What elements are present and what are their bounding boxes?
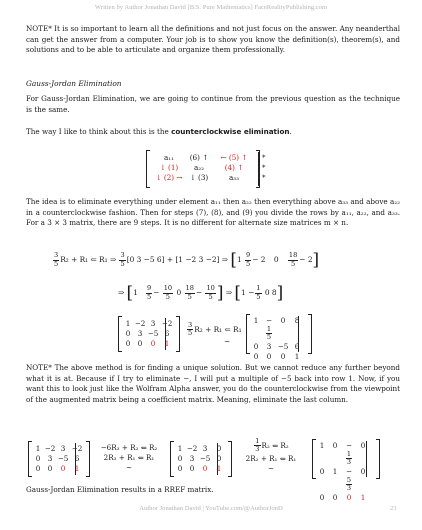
math-fragment: 0 bbox=[137, 339, 143, 348]
eq1-r1: 1 bbox=[236, 255, 242, 264]
math-fragment: 18 bbox=[288, 251, 298, 260]
math-fragment bbox=[308, 314, 312, 354]
math-fragment: 1 bbox=[255, 437, 260, 445]
math-fragment bbox=[122, 339, 174, 349]
math-fragment: 0 bbox=[253, 351, 259, 361]
note-paragraph-2: NOTE* The above method is for finding a unique solution. But we cannot reduce any further beyond what it is at. Because if I try to eliminate −, I will put a multiple of −5 back into row 1. Now, if you want this to look just like the Wolfram Alpha answer, you do the counterclockwise from the viewpoint of the augmented matrix being a coefficient matrix. Meaning, eliminate the last column. bbox=[26, 363, 400, 404]
intro-paragraph: For Gauss-Jordan Elimination, we are going to continue from the previous question as the technique is the same. bbox=[26, 94, 400, 114]
math-fragment bbox=[174, 444, 226, 454]
star-1: * bbox=[262, 154, 266, 162]
math-fragment: 0 bbox=[216, 454, 222, 463]
cell-6: (6) ↑ bbox=[189, 153, 209, 162]
math-fragment bbox=[187, 322, 193, 338]
math-fragment: 5 bbox=[290, 259, 296, 268]
math-fragment: −2 bbox=[134, 319, 146, 328]
math-fragment: 0 bbox=[176, 288, 184, 297]
math-fragment: 0 bbox=[319, 466, 325, 476]
math-fragment: −2 bbox=[44, 444, 56, 453]
math-fragment: 0 bbox=[346, 492, 352, 502]
math-fragment: 0 bbox=[332, 492, 338, 502]
math-fragment: − $\frac{1}{5}$ bbox=[265, 316, 273, 342]
math-fragment: 6 bbox=[164, 329, 170, 338]
math-fragment bbox=[32, 444, 84, 474]
math-fragment: 5 bbox=[256, 292, 261, 301]
math-fragment: 0 bbox=[319, 492, 325, 502]
math-fragment: ⇒ bbox=[225, 288, 235, 297]
math-fragment bbox=[250, 342, 304, 352]
math-fragment bbox=[288, 252, 298, 268]
math-fragment bbox=[238, 438, 304, 454]
math-fragment: 3 bbox=[150, 319, 156, 328]
star-2: * bbox=[262, 164, 266, 172]
math-fragment: 3 bbox=[120, 251, 125, 260]
cell-3: ↓ (3) bbox=[189, 173, 209, 182]
math-fragment: 0 bbox=[189, 464, 195, 473]
math-fragment: 6 bbox=[74, 454, 80, 463]
math-fragment: 1 bbox=[216, 464, 222, 473]
math-fragment: 1 bbox=[253, 316, 259, 325]
math-fragment: ~ bbox=[125, 463, 133, 472]
math-fragment: −5 bbox=[57, 454, 69, 463]
math-fragment bbox=[250, 316, 304, 362]
math-fragment: −5 bbox=[277, 341, 289, 351]
math-fragment: − $\frac{1}{3}$ bbox=[345, 441, 353, 467]
math-fragment: 0 bbox=[202, 464, 208, 473]
math-fragment: R₂ ⇐ R₂ bbox=[261, 440, 289, 450]
matrix-1 bbox=[118, 316, 180, 352]
math-fragment: −2 bbox=[71, 444, 83, 453]
math-fragment bbox=[32, 444, 84, 454]
math-fragment: 3 bbox=[189, 454, 195, 463]
page-header: Written by Author Jonathan David [B.S. Pure Mathematics] FaceRealityPublishing.com bbox=[94, 4, 328, 11]
math-fragment bbox=[266, 326, 272, 342]
math-fragment: 0 bbox=[60, 464, 66, 473]
math-fragment bbox=[154, 163, 258, 173]
math-fragment: 0 bbox=[35, 454, 41, 463]
equation-2 bbox=[118, 283, 283, 303]
order-matrix bbox=[146, 150, 272, 188]
math-fragment: 0 bbox=[216, 444, 222, 453]
equation-1 bbox=[52, 250, 319, 270]
note-paragraph-1: NOTE* It is so important to learn all the definitions and not just focus on the answer. Any neanderthal can get the answer from a computer. Your job is to show you know the definition(s), theorem(s), and solutions and to be able to articulate and organize them professionally. bbox=[26, 24, 400, 55]
math-fragment: 3 bbox=[60, 444, 66, 453]
math-fragment: 9 bbox=[146, 284, 152, 293]
math-fragment: 0 bbox=[360, 466, 366, 476]
math-fragment: −5 bbox=[147, 329, 159, 338]
way-paragraph bbox=[26, 127, 400, 138]
math-fragment bbox=[174, 464, 226, 474]
math-fragment bbox=[154, 153, 258, 163]
math-fragment bbox=[176, 316, 180, 352]
math-fragment: −2 bbox=[161, 319, 173, 328]
math-fragment bbox=[154, 153, 258, 183]
math-fragment: 3 bbox=[255, 445, 260, 454]
math-fragment: ] bbox=[276, 283, 284, 303]
math-fragment: 0 bbox=[280, 351, 286, 361]
section-title: Gauss-Jordan Elimination bbox=[26, 79, 122, 88]
math-fragment: − $\frac{5}{3}$ bbox=[345, 466, 353, 493]
math-fragment: 0 bbox=[177, 454, 183, 463]
cell-a11: a₁₁ bbox=[163, 153, 175, 162]
math-fragment bbox=[32, 464, 84, 474]
matrix-5 bbox=[312, 439, 380, 502]
math-fragment bbox=[245, 252, 251, 268]
math-fragment bbox=[316, 441, 370, 467]
math-fragment: ⇒ bbox=[118, 288, 127, 297]
math-fragment bbox=[122, 319, 174, 349]
math-fragment bbox=[146, 285, 152, 301]
math-fragment bbox=[86, 441, 90, 477]
math-fragment: 0 bbox=[150, 339, 156, 348]
math-fragment: 3 bbox=[54, 251, 59, 260]
page-number: 23 bbox=[390, 505, 397, 512]
math-fragment bbox=[228, 441, 232, 477]
math-fragment bbox=[154, 173, 258, 183]
math-fragment: 3 bbox=[137, 329, 143, 338]
math-fragment: 5 bbox=[187, 292, 192, 301]
eq2-b: − bbox=[248, 288, 255, 297]
eq1-r3: 0 bbox=[273, 255, 279, 264]
math-fragment: 5 bbox=[146, 292, 152, 301]
math-fragment: 3 bbox=[202, 444, 208, 453]
math-fragment bbox=[250, 352, 304, 362]
math-fragment: 3 bbox=[188, 321, 193, 329]
cell-1: ↓ (1) bbox=[159, 163, 179, 172]
math-fragment: 1 bbox=[346, 450, 352, 458]
math-fragment bbox=[122, 319, 174, 329]
math-fragment: 5 bbox=[266, 333, 272, 342]
math-fragment: 1 bbox=[332, 466, 338, 476]
way-suffix: . bbox=[289, 127, 292, 136]
math-fragment: 0 bbox=[35, 464, 41, 473]
math-fragment: 1 bbox=[177, 444, 183, 453]
math-fragment bbox=[205, 285, 215, 301]
eq2-c: 0 bbox=[264, 288, 270, 297]
m1-op bbox=[186, 322, 242, 338]
m4-ops bbox=[238, 438, 304, 474]
eq1-r2: − 2 bbox=[252, 255, 266, 264]
star-3: * bbox=[262, 174, 266, 182]
math-fragment: 1 bbox=[319, 441, 325, 450]
conclusion: Gauss-Jordan Elimination results in a RREF matrix. bbox=[26, 485, 214, 494]
math-fragment: 0 bbox=[125, 329, 131, 338]
math-fragment: 1 bbox=[266, 325, 272, 333]
frac-3-5 bbox=[53, 252, 59, 268]
math-fragment bbox=[185, 285, 195, 301]
math-fragment: − bbox=[153, 288, 162, 297]
math-fragment: R₂ + R₁ ⇐ R₁ bbox=[194, 324, 242, 334]
eq2-d: 8 bbox=[271, 288, 277, 297]
math-fragment: −2 bbox=[186, 444, 198, 453]
math-fragment bbox=[376, 439, 380, 479]
eq2-a: 1 bbox=[241, 288, 246, 297]
math-fragment: 0 bbox=[332, 441, 338, 450]
math-fragment: 2R₃ + R₁ ⇐ R₁ bbox=[103, 453, 155, 462]
math-fragment bbox=[174, 454, 226, 464]
math-fragment: 0 bbox=[47, 464, 53, 473]
math-fragment: 5 bbox=[208, 292, 213, 301]
math-fragment: 9 bbox=[246, 251, 251, 260]
m1-tilde: ~ bbox=[224, 337, 231, 346]
math-fragment: 5 bbox=[54, 259, 59, 268]
math-fragment: −5 bbox=[199, 454, 211, 463]
math-fragment: 1 bbox=[125, 319, 131, 328]
cell-2: ↓ (2) → bbox=[155, 173, 183, 182]
math-fragment: 0 bbox=[266, 351, 272, 361]
math-fragment: 0 bbox=[360, 441, 366, 450]
cell-4: (4) ↑ bbox=[224, 163, 244, 172]
frac-3-5b bbox=[119, 252, 125, 268]
math-fragment: 1 bbox=[133, 288, 143, 297]
math-fragment: [ bbox=[230, 250, 237, 270]
math-fragment: 0 bbox=[125, 339, 131, 348]
eq1-lhs: R₂ + R₁ ⇐ R₁ bbox=[60, 255, 108, 264]
math-fragment: −6R₃ + R₂ ⇐ R₂ bbox=[100, 443, 158, 452]
math-fragment: 3 bbox=[346, 458, 352, 467]
math-fragment: ⇒ bbox=[221, 255, 231, 264]
math-fragment: 5 bbox=[188, 329, 193, 338]
math-fragment bbox=[174, 444, 226, 474]
math-fragment: 0 bbox=[177, 464, 183, 473]
math-fragment: ] bbox=[216, 283, 224, 303]
math-fragment: 1 bbox=[74, 464, 80, 473]
math-fragment bbox=[262, 153, 266, 183]
augment-line bbox=[258, 152, 259, 186]
math-fragment: 3 bbox=[346, 484, 352, 493]
way-prefix: The way I like to think about this is the bbox=[26, 127, 172, 136]
math-fragment: 3 bbox=[266, 341, 272, 351]
math-fragment: 1 bbox=[164, 339, 170, 348]
math-fragment: 5 bbox=[120, 259, 125, 268]
matrix-2 bbox=[246, 314, 312, 361]
math-fragment: 1 bbox=[360, 492, 366, 502]
math-fragment: 6 bbox=[294, 341, 300, 351]
math-fragment: 2R₂ + R₁ ⇐ R₁ bbox=[245, 453, 297, 463]
math-fragment: 5 bbox=[246, 259, 251, 268]
idea-paragraph: The idea is to eliminate everything under element a₁₁ then a₂₂ then everything above a₃₃ and above a₂₂ in a counterclockwise fashion. Then for steps (7), (8), and (9) you divide the rows by a₁₁, a₂₂, and a₃₃. For a 3 × 3 matrix, there are 9 steps. It is no different for alternate size matrices m × n. bbox=[26, 197, 400, 228]
m3-ops bbox=[94, 443, 164, 473]
matrix-4 bbox=[170, 441, 232, 477]
math-fragment: 10 bbox=[206, 284, 215, 293]
left-bracket bbox=[146, 150, 150, 188]
math-fragment: 1 bbox=[35, 444, 41, 453]
eq1-r4: − 2 bbox=[299, 255, 313, 264]
math-fragment: [ bbox=[126, 283, 134, 303]
math-fragment: − bbox=[195, 288, 205, 297]
matrix-3 bbox=[28, 441, 90, 477]
math-fragment: ~ bbox=[267, 463, 275, 473]
math-fragment: 0 bbox=[280, 316, 286, 325]
math-fragment: 5 bbox=[346, 475, 352, 484]
math-fragment: ] bbox=[312, 250, 320, 270]
cell-5: ← (5) ↑ bbox=[220, 153, 248, 162]
math-fragment: 8 bbox=[294, 316, 300, 325]
math-fragment: 1 bbox=[256, 284, 261, 293]
math-fragment: 0 bbox=[253, 341, 259, 351]
math-fragment bbox=[122, 329, 174, 339]
math-fragment bbox=[346, 451, 352, 467]
cell-a22: a₂₂ bbox=[193, 163, 205, 172]
math-fragment bbox=[254, 438, 260, 454]
math-fragment: [ bbox=[234, 283, 242, 303]
math-fragment bbox=[250, 316, 304, 342]
way-bold: counterclockwise elimination bbox=[171, 127, 290, 136]
math-fragment: 1 bbox=[294, 351, 300, 361]
math-fragment: ⇒ bbox=[109, 255, 119, 264]
math-fragment: 10 bbox=[163, 284, 173, 293]
math-fragment bbox=[255, 285, 261, 301]
math-fragment bbox=[32, 454, 84, 464]
math-fragment: 3 bbox=[47, 454, 53, 463]
math-fragment: 5 bbox=[165, 292, 170, 301]
math-fragment bbox=[163, 285, 173, 301]
cell-a33: a₃₃ bbox=[228, 173, 240, 182]
page-footer: Author Jonathan David | YouTube.com/@AuthorJonD bbox=[139, 505, 283, 512]
math-fragment: 18 bbox=[185, 284, 194, 293]
eq1-step: [0 3 −5 6] + [1 −2 3 −2] bbox=[126, 255, 220, 264]
